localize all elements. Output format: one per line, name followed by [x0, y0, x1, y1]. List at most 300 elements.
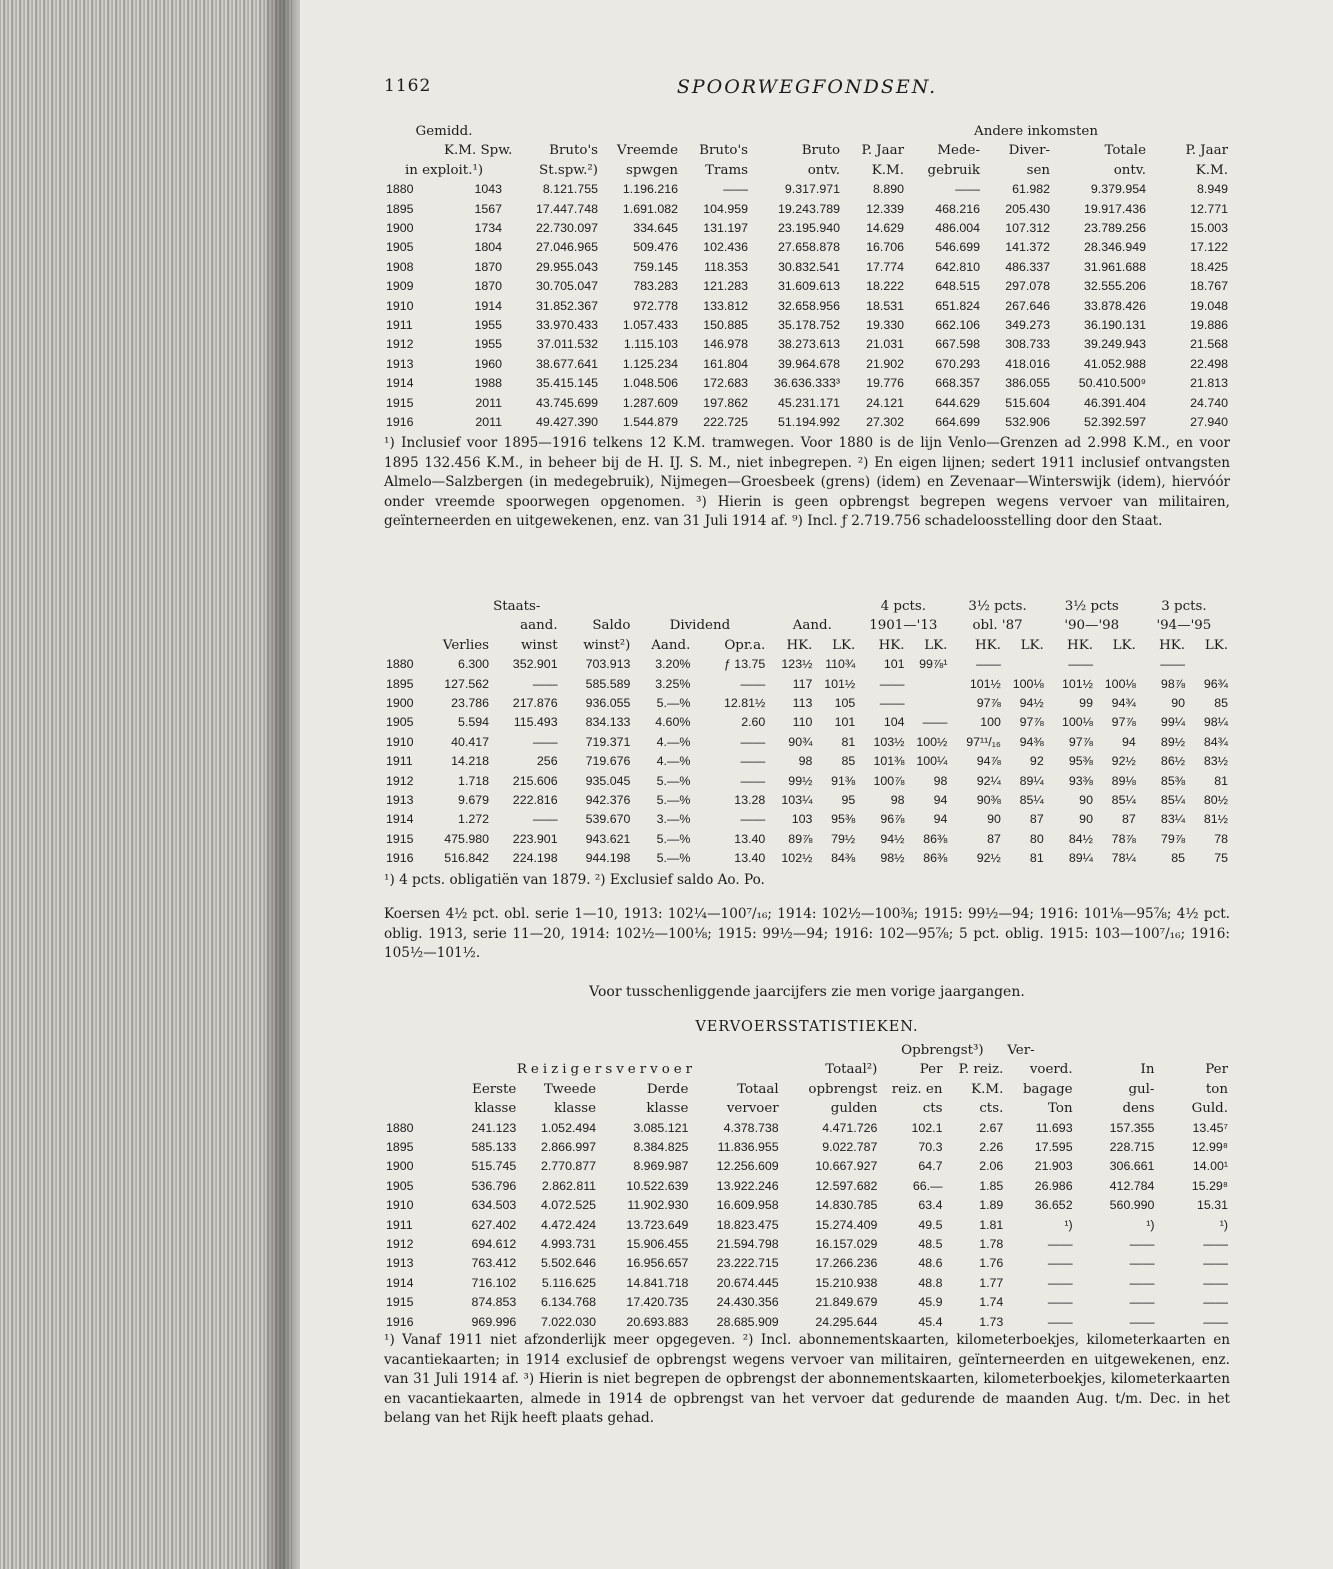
- data-cell: 117: [792, 676, 813, 691]
- data-cell: 6.300: [458, 657, 490, 672]
- data-cell: 101⅜: [873, 754, 905, 769]
- data-cell: 15.31: [1196, 1198, 1228, 1213]
- data-cell: 1804: [474, 240, 503, 255]
- data-cell: ——: [1203, 1237, 1228, 1252]
- header-cell: Ver-: [1007, 1043, 1035, 1058]
- data-cell: 17.447.748: [536, 201, 599, 216]
- data-cell: 18.531: [866, 298, 905, 313]
- data-cell: 100¼: [916, 754, 948, 769]
- data-cell: 412.784: [1109, 1178, 1155, 1193]
- table-row: [384, 277, 1230, 296]
- data-cell: 48.6: [918, 1256, 943, 1271]
- data-cell: 45.9: [918, 1295, 943, 1310]
- data-cell: 110¾: [825, 657, 856, 672]
- header-cell: Guld.: [1191, 1101, 1228, 1117]
- data-cell: 13.28: [734, 793, 766, 808]
- data-cell: 4.—%: [656, 734, 691, 749]
- data-cell: 21.903: [1034, 1159, 1073, 1174]
- data-cell: 89⅛: [1111, 773, 1136, 788]
- data-cell: 5.—%: [656, 851, 691, 866]
- data-cell: 90: [1171, 696, 1186, 711]
- data-cell: 308.733: [1005, 337, 1051, 352]
- data-cell: 94½: [1019, 696, 1044, 711]
- data-cell: 87: [1029, 812, 1044, 827]
- table-row: [384, 1313, 1230, 1332]
- data-cell: 99¼: [1160, 715, 1186, 730]
- header-cell: opbrengst: [808, 1081, 878, 1097]
- table-row: [384, 258, 1230, 277]
- data-cell: 5.594: [458, 715, 490, 730]
- header-cell: HK.: [1067, 637, 1093, 653]
- year-cell: 1900: [386, 696, 414, 711]
- data-cell: 19.243.789: [778, 201, 841, 216]
- data-cell: 515.745: [471, 1159, 517, 1174]
- data-cell: 703.913: [585, 657, 631, 672]
- data-cell: 98⅞: [1160, 676, 1186, 691]
- data-cell: 1.89: [979, 1198, 1004, 1213]
- data-cell: 5.—%: [656, 831, 691, 846]
- data-cell: 7.022.030: [540, 1314, 597, 1329]
- data-cell: 84⅜: [831, 851, 856, 866]
- data-cell: 935.045: [585, 773, 631, 788]
- data-cell: 8.121.755: [542, 182, 599, 197]
- table-row: [384, 1293, 1230, 1312]
- header-row: [384, 161, 1230, 180]
- data-cell: 105: [834, 696, 856, 711]
- header-cell: ontv.: [1113, 162, 1147, 178]
- data-cell: 133.812: [703, 298, 749, 313]
- running-title: SPOORWEGFONDSEN.: [676, 76, 938, 98]
- data-cell: 48.8: [918, 1275, 943, 1290]
- data-cell: 37.011.532: [536, 337, 599, 352]
- data-cell: 468.216: [935, 201, 981, 216]
- data-cell: 267.646: [1005, 298, 1051, 313]
- data-cell: 509.476: [633, 240, 679, 255]
- data-cell: 224.198: [512, 851, 558, 866]
- table-row: [384, 1196, 1230, 1215]
- data-cell: 783.283: [633, 279, 679, 294]
- data-cell: 197.862: [703, 395, 749, 410]
- header-cell: K.M.: [1195, 162, 1229, 178]
- header-cell: Dividend: [669, 618, 731, 634]
- data-cell: ¹): [1064, 1217, 1073, 1232]
- table-row: [384, 1157, 1230, 1176]
- data-cell: 39.964.678: [778, 356, 841, 371]
- data-cell: 24.740: [1190, 395, 1229, 410]
- data-cell: ——: [740, 773, 766, 788]
- data-cell: 97⅞: [976, 696, 1001, 711]
- data-cell: 8.890: [873, 182, 905, 197]
- data-cell: 90¾: [788, 734, 813, 749]
- data-cell: ——: [1129, 1295, 1155, 1310]
- header-cell: K.M. Spw.: [444, 143, 513, 159]
- data-cell: 52.392.597: [1084, 415, 1147, 430]
- data-cell: 90: [1079, 812, 1093, 827]
- data-cell: 15.29⁸: [1191, 1178, 1228, 1193]
- data-cell: 94: [933, 793, 948, 808]
- data-cell: 228.715: [1109, 1140, 1155, 1155]
- header-cell: Bruto's: [549, 143, 599, 159]
- data-cell: 98: [890, 793, 905, 808]
- data-cell: 92¼: [976, 773, 1001, 788]
- data-cell: 1.81: [979, 1217, 1004, 1232]
- data-cell: 418.016: [1005, 356, 1051, 371]
- data-cell: 79⅞: [1160, 831, 1186, 846]
- data-cell: 3.085.121: [633, 1120, 689, 1135]
- header-cell: ontv.: [807, 162, 841, 178]
- data-cell: 98½: [880, 851, 905, 866]
- year-cell: 1895: [386, 676, 414, 691]
- header-cell: Totaal²): [825, 1062, 878, 1078]
- data-cell: 90: [987, 812, 1001, 827]
- header-cell: LK.: [1112, 637, 1136, 653]
- data-cell: 13.45⁷: [1192, 1120, 1228, 1135]
- data-cell: 942.376: [585, 793, 631, 808]
- data-cell: ——: [1068, 657, 1093, 672]
- header-cell: Ton: [1048, 1101, 1073, 1117]
- data-cell: ——: [1160, 657, 1186, 672]
- data-cell: 33.970.433: [536, 318, 599, 333]
- data-cell: [1003, 655, 1046, 674]
- header-cell: Totaal: [737, 1081, 779, 1097]
- data-cell: 92½: [976, 851, 1001, 866]
- data-cell: 22.730.097: [536, 221, 599, 236]
- data-cell: 2.06: [979, 1159, 1004, 1174]
- data-cell: 969.996: [471, 1314, 517, 1329]
- data-cell: 16.956.657: [626, 1256, 689, 1271]
- data-cell: 100⅞: [873, 773, 905, 788]
- data-cell: 95⅜: [831, 812, 856, 827]
- data-cell: 70.3: [918, 1140, 943, 1155]
- table-row: [384, 335, 1230, 354]
- data-cell: 18.823.475: [716, 1217, 779, 1232]
- data-cell: 8.949: [1197, 182, 1229, 197]
- table-row: [384, 791, 1230, 810]
- data-cell: 87: [1122, 812, 1136, 827]
- header-cell: Aand.: [792, 618, 832, 634]
- data-cell: 36.652: [1034, 1198, 1073, 1213]
- data-cell: 14.629: [866, 221, 905, 236]
- data-cell: 20.674.445: [716, 1275, 779, 1290]
- table-row: [384, 1235, 1230, 1254]
- data-cell: 23.195.940: [778, 221, 841, 236]
- header-cell: Bruto: [801, 143, 841, 159]
- data-cell: 32.555.206: [1084, 279, 1147, 294]
- data-cell: 103¼: [781, 793, 813, 808]
- data-cell: ——: [1129, 1256, 1155, 1271]
- data-cell: 123½: [781, 657, 813, 672]
- data-cell: 38.677.641: [536, 356, 599, 371]
- data-cell: 101½: [969, 676, 1001, 691]
- data-cell: 24.430.356: [716, 1295, 779, 1310]
- data-cell: 85¼: [1160, 793, 1186, 808]
- data-cell: ——: [1047, 1256, 1073, 1271]
- data-cell: 100½: [916, 734, 948, 749]
- data-cell: 1.057.433: [622, 318, 679, 333]
- data-cell: 51.194.992: [778, 415, 841, 430]
- data-cell: 334.645: [633, 221, 679, 236]
- data-cell: 22.498: [1190, 356, 1229, 371]
- data-cell: 1.125.234: [622, 356, 679, 371]
- data-cell: 23.789.256: [1084, 221, 1147, 236]
- data-cell: ——: [879, 696, 905, 711]
- data-cell: [907, 694, 950, 713]
- data-cell: 89¼: [1019, 773, 1044, 788]
- data-cell: 759.145: [633, 259, 679, 274]
- data-cell: 17.266.236: [815, 1256, 878, 1271]
- data-cell: 28.346.949: [1084, 240, 1147, 255]
- data-cell: 17.122: [1190, 240, 1229, 255]
- data-cell: 874.853: [471, 1295, 517, 1310]
- data-cell: 694.612: [471, 1237, 517, 1252]
- data-cell: 92: [1029, 754, 1044, 769]
- data-cell: 20.693.883: [626, 1314, 689, 1329]
- data-cell: 14.841.718: [626, 1275, 689, 1290]
- data-cell: 936.055: [585, 696, 631, 711]
- year-cell: 1912: [386, 1237, 414, 1252]
- header-row: [384, 1080, 1230, 1099]
- data-cell: 98¼: [1203, 715, 1228, 730]
- data-cell: 27.046.965: [536, 240, 599, 255]
- header-cell: Opbrengst³): [901, 1043, 984, 1058]
- header-cell: cts: [922, 1101, 943, 1117]
- book-spine-shadow: [262, 0, 302, 1569]
- year-cell: 1914: [386, 812, 414, 827]
- table-row: [384, 1177, 1230, 1196]
- data-cell: 15.003: [1190, 221, 1229, 236]
- data-cell: 21.902: [866, 356, 905, 371]
- table-row: [384, 413, 1230, 432]
- data-cell: 94: [933, 812, 948, 827]
- header-cell: Verlies: [442, 637, 490, 653]
- data-cell: 86⅜: [923, 831, 948, 846]
- data-cell: 38.273.613: [778, 337, 841, 352]
- data-cell: 85: [1214, 696, 1228, 711]
- data-cell: 19.886: [1190, 318, 1229, 333]
- year-cell: 1909: [386, 279, 414, 294]
- data-cell: 94½: [880, 831, 905, 846]
- data-cell: ——: [740, 676, 766, 691]
- data-cell: 98: [933, 773, 948, 788]
- data-cell: 10.522.639: [626, 1178, 689, 1193]
- year-cell: 1910: [386, 298, 414, 313]
- data-cell: 16.706: [866, 240, 905, 255]
- data-cell: 3.—%: [656, 812, 691, 827]
- data-cell: 23.786: [451, 696, 490, 711]
- data-cell: 32.658.956: [778, 298, 841, 313]
- data-cell: 85¼: [1019, 793, 1044, 808]
- header-cell: HK.: [878, 637, 905, 653]
- header-cell: Mede-: [937, 143, 981, 159]
- header-row: [384, 1060, 1230, 1079]
- header-cell: spwgen: [625, 162, 679, 178]
- data-cell: 161.804: [703, 356, 749, 371]
- data-cell: 1.272: [458, 812, 490, 827]
- data-cell: 101½: [1061, 676, 1093, 691]
- data-cell: 21.813: [1190, 376, 1229, 391]
- data-cell: 5.—%: [656, 696, 691, 711]
- header-cell: Aand.: [651, 637, 691, 653]
- data-cell: 1734: [474, 221, 503, 236]
- data-cell: ——: [740, 812, 766, 827]
- year-cell: 1880: [386, 1120, 414, 1135]
- header-cell: obl. '87: [972, 618, 1023, 634]
- data-cell: 1.544.879: [622, 415, 679, 430]
- data-cell: 16.609.958: [716, 1198, 779, 1213]
- year-cell: 1905: [386, 1178, 414, 1193]
- data-cell: ——: [532, 734, 558, 749]
- table1-footnote: ¹) Inclusief voor 1895—1916 telkens 12 K.M. tramwegen. Voor 1880 is de lijn Venlo—Grenzen ad 2.998 K.M., en voor 1895 132.456 K.M., in beheer bij de H. IJ. S. M., niet inbegrepen. ²) En eigen lijnen; sedert 1911 inclusief ontvangsten Almelo—Salzbergen (in medegebruik), Nijmegen—Groesbeek (grens) (idem) en Zevenaar—Winterswijk (idem), hiervóór onder vreemde spoorwegen opgenomen. ³) Hierin is geen opbrengst begrepen wegens vervoer van militairen, geïnterneerden en uitgewekenen, enz. van 31 Juli 1914 af. ⁹) Incl. ƒ 2.719.756 schadeloosstelling door den Staat.: [384, 435, 1230, 529]
- data-cell: 104: [883, 715, 905, 730]
- data-cell: ——: [1129, 1237, 1155, 1252]
- data-cell: 101: [834, 715, 856, 730]
- header-cell: reiz. en: [891, 1081, 943, 1097]
- data-cell: 644.629: [935, 395, 981, 410]
- data-cell: 110: [792, 715, 813, 730]
- data-cell: 96⅞: [880, 812, 905, 827]
- data-cell: 43.745.699: [536, 395, 599, 410]
- data-cell: 80½: [1203, 793, 1228, 808]
- document-page: [300, 0, 1333, 1569]
- header-cell: 3½ pcts.: [968, 599, 1027, 614]
- year-cell: 1910: [386, 734, 414, 749]
- data-cell: 585.133: [471, 1140, 517, 1155]
- data-cell: 97⅞: [1019, 715, 1044, 730]
- data-cell: 28.685.909: [716, 1314, 779, 1329]
- data-cell: 16.157.029: [815, 1237, 878, 1252]
- data-cell: 19.776: [866, 376, 905, 391]
- data-cell: 33.878.426: [1084, 298, 1147, 313]
- data-cell: 101½: [824, 676, 856, 691]
- data-cell: 31.961.688: [1084, 259, 1147, 274]
- data-cell: 2011: [475, 395, 503, 410]
- data-cell: 81½: [1203, 812, 1228, 827]
- data-cell: 5.—%: [656, 773, 691, 788]
- data-cell: ——: [740, 754, 766, 769]
- data-cell: 49.427.390: [536, 415, 599, 430]
- header-row: [384, 597, 1230, 616]
- table-row: [384, 374, 1230, 393]
- data-cell: 89⅞: [788, 831, 813, 846]
- data-cell: 12.81½: [723, 696, 766, 711]
- year-cell: 1912: [386, 337, 414, 352]
- year-cell: 1905: [386, 240, 414, 255]
- data-cell: 14.00¹: [1192, 1159, 1228, 1174]
- data-cell: 217.876: [512, 696, 558, 711]
- data-cell: 100⅛: [1061, 715, 1093, 730]
- data-cell: 17.595: [1034, 1140, 1073, 1155]
- data-cell: 90: [1079, 793, 1093, 808]
- data-cell: 2.862.811: [541, 1178, 597, 1193]
- year-cell: 1914: [386, 1275, 414, 1290]
- data-cell: 35.178.752: [778, 318, 841, 333]
- data-cell: 31.852.367: [536, 298, 599, 313]
- data-cell: 2.866.997: [540, 1140, 597, 1155]
- data-cell: 89¼: [1068, 851, 1093, 866]
- data-cell: 349.273: [1005, 318, 1051, 333]
- data-cell: ——: [1047, 1295, 1073, 1310]
- header-cell: cts.: [979, 1101, 1004, 1117]
- data-cell: 2.770.877: [540, 1159, 597, 1174]
- data-cell: 560.990: [1109, 1198, 1155, 1213]
- data-cell: 17.774: [866, 259, 905, 274]
- header-cell: HK.: [1159, 637, 1186, 653]
- table-row: [384, 675, 1230, 694]
- data-cell: 11.693: [1035, 1120, 1073, 1135]
- data-cell: 85: [1171, 851, 1186, 866]
- data-cell: 719.676: [585, 754, 631, 769]
- year-cell: 1916: [386, 851, 414, 866]
- data-cell: 113: [792, 696, 813, 711]
- data-cell: 222.725: [703, 415, 749, 430]
- header-cell: Opr.a.: [724, 637, 766, 653]
- header-cell: LK.: [1204, 637, 1228, 653]
- data-cell: 85¼: [1111, 793, 1136, 808]
- data-cell: 1870: [474, 259, 503, 274]
- header-cell: winst²): [583, 637, 631, 653]
- data-cell: 386.055: [1005, 376, 1051, 391]
- data-cell: 12.99⁸: [1191, 1140, 1228, 1155]
- data-cell: 3.25%: [655, 676, 691, 691]
- year-cell: 1900: [386, 1159, 414, 1174]
- header-cell: ton: [1205, 1081, 1228, 1097]
- data-cell: 94: [1122, 734, 1136, 749]
- data-cell: 306.661: [1109, 1159, 1155, 1174]
- data-cell: 98: [798, 754, 813, 769]
- table-row: [384, 200, 1230, 219]
- data-cell: 486.337: [1005, 259, 1051, 274]
- data-cell: 80: [1029, 831, 1044, 846]
- header-row: [384, 122, 1230, 141]
- header-cell: '94—'95: [1156, 618, 1212, 634]
- data-cell: ——: [1203, 1314, 1228, 1329]
- data-cell: 4.378.738: [723, 1120, 779, 1135]
- data-cell: 157.355: [1109, 1120, 1155, 1135]
- header-cell: P. reiz.: [958, 1062, 1004, 1078]
- header-cell: In: [1140, 1062, 1155, 1078]
- data-cell: 1567: [474, 201, 503, 216]
- data-cell: 2011: [475, 415, 503, 430]
- header-cell: Staats-: [493, 599, 541, 614]
- data-cell: 3.20%: [655, 657, 691, 672]
- page-number: 1162: [384, 76, 432, 96]
- data-cell: 546.699: [935, 240, 981, 255]
- data-cell: 96¾: [1203, 676, 1228, 691]
- table-row: [384, 180, 1230, 199]
- data-cell: 10.667.927: [815, 1159, 878, 1174]
- data-cell: 539.670: [585, 812, 631, 827]
- data-cell: 127.562: [444, 676, 490, 691]
- data-cell: 1.85: [979, 1178, 1004, 1193]
- data-cell: 102.436: [703, 240, 749, 255]
- data-cell: ¹): [1146, 1217, 1155, 1232]
- data-cell: 81: [1029, 851, 1044, 866]
- data-cell: ——: [1129, 1275, 1155, 1290]
- data-cell: 30.832.541: [778, 259, 841, 274]
- revenue-table: [384, 122, 1230, 433]
- data-cell: 21.568: [1190, 337, 1229, 352]
- year-cell: 1914: [386, 376, 414, 391]
- header-row: [384, 1041, 1230, 1060]
- data-cell: 150.885: [703, 318, 749, 333]
- header-cell: Gemidd.: [415, 124, 473, 139]
- data-cell: 1870: [474, 279, 503, 294]
- header-cell: K.M.: [871, 162, 905, 178]
- header-row: [384, 141, 1230, 160]
- data-cell: 78: [1214, 831, 1228, 846]
- data-cell: 11.902.930: [627, 1198, 689, 1213]
- data-cell: 81: [1214, 773, 1228, 788]
